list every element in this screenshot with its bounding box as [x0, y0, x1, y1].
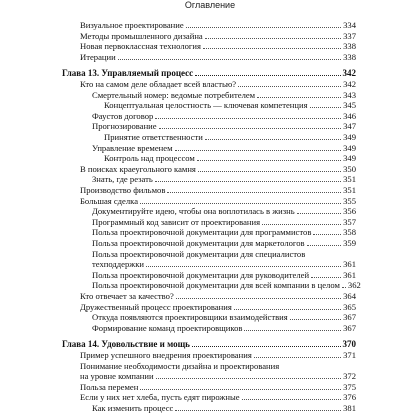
toc-leader-dots	[242, 399, 342, 400]
toc-entry-title: Польза проектировочной документации для всей компании в целом	[92, 280, 340, 291]
toc-page-number: 347	[343, 121, 356, 132]
toc-leader-dots	[313, 234, 341, 235]
toc-entry-title: Итерации	[80, 51, 116, 62]
toc-entry-title: Большая сделка	[80, 195, 139, 206]
toc-page-number: 357	[343, 216, 356, 227]
toc-page-number: 343	[343, 89, 356, 100]
toc-entry	[104, 132, 356, 142]
toc-leader-dots	[140, 389, 341, 390]
toc-entry-title: Как изменить процесс	[92, 403, 174, 413]
toc-entry-title: Польза перемен	[80, 381, 139, 392]
toc-entry	[92, 280, 361, 291]
toc-leader-dots	[176, 298, 341, 299]
toc-page-number: 361	[343, 269, 356, 280]
toc-entry-title: Новая первоклассная технология	[80, 41, 201, 52]
toc-entry	[92, 259, 356, 269]
toc-entry-title: Прогнозирование	[92, 121, 157, 132]
toc-entry-title: В поисках краеугольного камня	[80, 163, 196, 174]
toc-page-number: 362	[347, 280, 361, 291]
toc-entry-title: Контроль над процессом	[104, 153, 195, 164]
toc-entry	[92, 111, 356, 121]
toc-entry-title: на уровне компании	[80, 371, 154, 382]
toc-entry-title: Понимание необходимости дизайна и проектирования	[80, 360, 280, 371]
toc-entry	[92, 90, 356, 100]
toc-page-number: 342	[343, 79, 356, 89]
toc-page-number: 361	[343, 259, 356, 270]
toc-leader-dots	[186, 27, 341, 28]
toc-chapter-heading	[62, 68, 356, 78]
toc-entry	[92, 249, 356, 259]
toc-entry-title: Кто отвечает за качество?	[80, 291, 174, 301]
toc-entry	[92, 206, 356, 216]
toc-entry-title: Фаустов договор	[92, 110, 154, 121]
toc-page-number: 364	[343, 291, 356, 301]
toc-leader-dots	[192, 346, 341, 347]
toc-entry	[80, 185, 356, 195]
toc-entry	[80, 371, 356, 381]
toc-leader-dots	[307, 245, 342, 246]
toc-page-number: 351	[343, 174, 356, 185]
toc-entry-title: Концептуальная целостность — ключевая компетенция	[104, 100, 308, 111]
toc-leader-dots	[167, 192, 341, 193]
toc-page-number: 375	[343, 381, 356, 392]
toc-entry-title: Производство фильмов	[80, 185, 166, 195]
toc-entry	[92, 270, 356, 280]
toc-leader-dots	[254, 357, 341, 358]
toc-leader-dots	[140, 203, 341, 204]
toc-leader-dots	[203, 48, 341, 49]
toc-entry-title: Глава 14. Удовольствие и мощь	[62, 339, 190, 350]
toc-page-number: 358	[343, 227, 356, 238]
toc-entry	[80, 79, 356, 89]
toc-page-number: 334	[343, 20, 356, 30]
toc-leader-dots	[146, 266, 341, 267]
toc-leader-dots	[118, 59, 341, 60]
toc-entry-title: Глава 13. Управляемый процесс	[62, 68, 194, 79]
toc-leader-dots	[159, 128, 342, 129]
toc-leader-dots	[155, 118, 341, 119]
toc-entry	[92, 143, 356, 153]
toc-page-number: 365	[343, 301, 356, 312]
toc-entry-title: Принятие ответственности	[104, 132, 203, 142]
toc-entry-title: Визуальное проектирование	[80, 20, 184, 30]
toc-entry-title: Польза проектировочной документации для программистов	[92, 227, 312, 238]
toc-entry	[92, 403, 356, 413]
toc-entry-title: Польза проектировочной документации для руководителей	[92, 269, 310, 280]
toc-page-number: 338	[343, 51, 356, 62]
toc-leader-dots	[311, 277, 341, 278]
toc-page-number: 376	[343, 392, 356, 403]
toc-entry	[80, 20, 356, 30]
toc-page-number: 349	[343, 132, 356, 142]
toc-entry	[104, 153, 356, 163]
toc-entry-title: Формирование команд проектировщиков	[92, 322, 243, 333]
toc-leader-dots	[197, 160, 341, 161]
toc-entry-title: Польза проектировочной документации для специалистов	[92, 248, 306, 259]
toc-entry	[92, 312, 356, 322]
toc-entry	[80, 382, 356, 392]
toc-page-number: 370	[342, 339, 356, 350]
toc-leader-dots	[175, 150, 342, 151]
toc-leader-dots	[238, 86, 341, 87]
toc-leader-dots	[257, 97, 341, 98]
toc-page-number: 359	[343, 238, 356, 248]
toc-entry	[80, 291, 356, 301]
toc-page-number: 372	[343, 371, 356, 382]
toc-leader-dots	[234, 309, 341, 310]
toc-entry-title: Дружественный процесс проектирования	[80, 301, 232, 312]
toc-leader-dots	[175, 410, 341, 411]
toc-leader-dots	[205, 38, 341, 39]
toc-entry-title: Откуда появляются проектировщики взаимодействия	[92, 312, 288, 323]
toc-entry-title: Если у них нет хлеба, пусть едят пирожные	[80, 392, 240, 403]
toc-page-number: 351	[343, 185, 356, 195]
toc-leader-dots	[244, 330, 341, 331]
toc-leader-dots	[342, 287, 346, 288]
toc-leader-dots	[262, 224, 341, 225]
toc-entry	[92, 323, 356, 333]
toc-page-number: 367	[343, 322, 356, 333]
toc-entry	[80, 350, 356, 360]
toc-entry-title: Методы промышленного дизайна	[80, 30, 203, 41]
toc-leader-dots	[297, 213, 341, 214]
toc-entry	[80, 52, 356, 62]
toc-page-number: 342	[342, 68, 356, 79]
toc-entry-title: Управление временем	[92, 142, 173, 153]
toc-entry-title: Смертельный номер: ведомые потребителем	[92, 89, 256, 100]
toc-entry	[80, 41, 356, 51]
toc-page-number: 367	[343, 312, 356, 323]
toc-leader-dots	[198, 171, 341, 172]
toc-leader-dots	[195, 75, 340, 76]
toc-leader-dots	[310, 107, 342, 108]
toc-page-number: 371	[343, 350, 356, 360]
toc-entry	[92, 227, 356, 237]
toc-leader-dots	[155, 181, 341, 182]
toc-entry	[80, 302, 356, 312]
toc-entry-title: Программный код зависит от проектирования	[92, 216, 261, 227]
toc-entry	[92, 121, 356, 131]
toc-entry	[80, 164, 356, 174]
toc-leader-dots	[290, 319, 341, 320]
toc-entry-title: Кто на самом деле обладает всей властью?	[80, 79, 237, 89]
toc-chapter-heading	[62, 339, 356, 349]
toc-entry-title: техподдержки	[92, 259, 144, 270]
toc-entry	[80, 196, 356, 206]
page-header-title: Оглавление	[184, 0, 236, 10]
toc-entry	[80, 361, 356, 371]
toc-page-number: 355	[343, 195, 356, 206]
toc-entry	[80, 31, 356, 41]
toc-leader-dots	[156, 378, 342, 379]
toc-leader-dots	[205, 139, 341, 140]
toc-entry	[92, 238, 356, 248]
toc-entry-title: Польза проектировочной документации для маркетологов	[92, 238, 305, 248]
toc-page-number: 337	[343, 30, 356, 41]
toc-page-number: 350	[343, 163, 356, 174]
toc-page-number: 349	[343, 142, 356, 153]
toc-entry-title: Пример успешного внедрения проектирования	[80, 350, 252, 360]
toc-page-number: 349	[343, 153, 356, 164]
toc-page-number: 345	[343, 100, 356, 111]
toc-entry	[80, 392, 356, 402]
toc-entry	[92, 174, 356, 184]
toc-entry	[104, 100, 356, 110]
toc-entry-title: Документируйте идею, чтобы она воплотилась в жизнь	[92, 206, 295, 217]
toc-entry	[92, 217, 356, 227]
toc-page-number: 346	[343, 110, 356, 121]
toc-page-number: 381	[343, 403, 356, 413]
toc-entry-title: Знать, где резать	[92, 174, 153, 185]
toc-page-number: 338	[343, 41, 356, 52]
toc-page-number: 356	[343, 206, 356, 217]
